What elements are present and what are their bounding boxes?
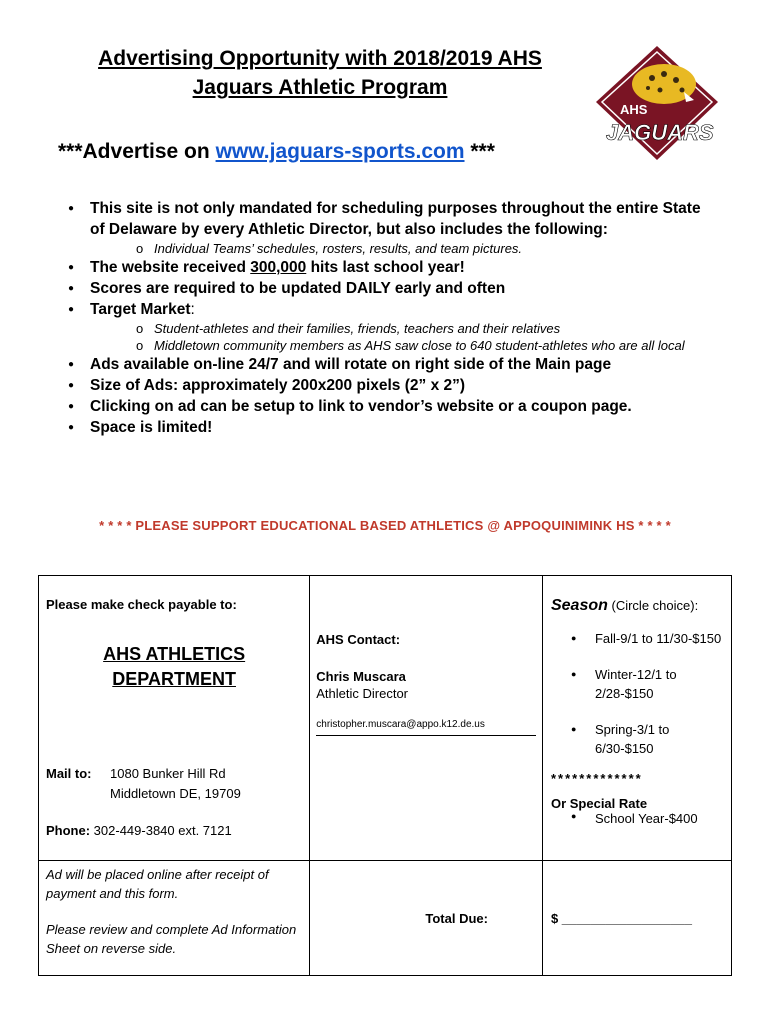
mail-line-1: 1080 Bunker Hill Rd <box>110 766 226 781</box>
stars-divider: ************* <box>550 771 643 786</box>
bullet-ads-available: ● Ads available on-line 24/7 and will rotate on right side of the Main page <box>68 354 718 375</box>
mail-label: Mail to: <box>46 766 92 781</box>
bullet-scores: ● Scores are required to be updated DAILY early and often <box>68 278 718 299</box>
contact-email[interactable]: christopher.muscara@appo.k12.de.us <box>316 719 536 736</box>
support-banner: * * * * PLEASE SUPPORT EDUCATIONAL BASED ATHLETICS @ APPOQUINIMINK HS * * * * <box>99 518 671 533</box>
total-due-label: Total Due: <box>310 861 543 976</box>
sub-bullet-teams: o Individual Teams’ schedules, rosters, results, and team pictures. <box>136 240 718 257</box>
sub-list-1 <box>90 240 718 257</box>
payee-cell <box>39 576 310 861</box>
notes-cell <box>39 861 310 976</box>
bullet-hits <box>68 257 718 278</box>
department-name <box>39 642 309 692</box>
season-options <box>543 629 731 758</box>
title-line-1: Advertising Opportunity with 2018/2019 AHS <box>98 47 542 70</box>
bullet-hits-pre: The website received <box>90 259 251 276</box>
contact-cell <box>310 576 543 861</box>
phone-line <box>46 823 309 838</box>
bullet-target-market <box>68 299 718 354</box>
bullet-hits-number: 300,000 <box>250 259 307 276</box>
target-market-colon: : <box>190 301 195 318</box>
advertise-line <box>58 138 495 166</box>
mail-line-2: Middletown DE, 19709 <box>110 786 241 801</box>
phone-value: 302-449-3840 ext. 7121 <box>90 823 232 838</box>
info-bullet-list <box>68 198 718 438</box>
total-due-field[interactable]: $ __________________ <box>542 861 731 976</box>
notes <box>46 865 303 958</box>
season-header <box>551 597 731 615</box>
logo-jaguars-text: JAGUARS <box>606 120 714 145</box>
bullet-space-limited: ● Space is limited! <box>68 417 718 438</box>
season-spring[interactable]: ● Spring-3/1 to 6/30-$150 <box>595 720 731 758</box>
target-market-label: Target Market <box>90 301 191 318</box>
bullet-mandated <box>68 198 718 257</box>
check-payable-label: Please make check payable to: <box>46 597 237 612</box>
bullet-ad-link: ● Clicking on ad can be setup to link to vendor’s website or a coupon page. <box>68 396 718 417</box>
website-link[interactable]: www.jaguars-sports.com <box>215 140 465 163</box>
sub-bullet-families: o Student-athletes and their families, friends, teachers and their relatives <box>136 320 718 337</box>
special-rate-label: Or Special Rate <box>550 796 648 811</box>
season-hint: (Circle choice): <box>607 598 699 613</box>
department-line-2: DEPARTMENT <box>112 669 236 689</box>
season-cell <box>542 576 731 861</box>
special-rate-school-year[interactable]: ● School Year-$400 <box>543 811 731 826</box>
jaguars-logo <box>592 44 722 162</box>
season-winter[interactable]: ● Winter-12/1 to 2/28-$150 <box>595 665 731 703</box>
contact-title: AHS Contact: <box>316 632 401 647</box>
sub-list-2 <box>90 320 718 354</box>
order-form-table <box>38 575 732 976</box>
placed-note: Ad will be placed online after receipt of payment and this form. <box>46 867 269 901</box>
advertise-prefix: ***Advertise on <box>58 140 216 163</box>
season-label: Season <box>550 597 608 614</box>
logo-ahs-text: AHS <box>620 102 648 117</box>
bullet-hits-post: hits last school year! <box>306 259 465 276</box>
page-title <box>40 44 600 102</box>
advertise-suffix: *** <box>464 140 495 163</box>
department-line-1: AHS ATHLETICS <box>103 644 246 664</box>
sub-bullet-community: o Middletown community members as AHS saw close to 640 student-athletes who are all local <box>136 337 718 354</box>
mail-address <box>46 764 309 804</box>
season-fall[interactable]: ● Fall-9/1 to 11/30-$150 <box>595 629 731 648</box>
contact-role: Athletic Director <box>316 686 409 701</box>
title-line-2: Jaguars Athletic Program <box>192 76 448 99</box>
phone-label: Phone: <box>46 823 91 838</box>
bullet-mandated-text: This site is not only mandated for scheduling purposes throughout the entire State of Delaware by every Athletic Director, but also includes the following: <box>90 200 701 238</box>
contact-name: Chris Muscara <box>316 669 406 684</box>
review-note: Please review and complete Ad Information Sheet on reverse side. <box>46 922 297 956</box>
bullet-ad-size: ● Size of Ads: approximately 200x200 pixels (2” x 2”) <box>68 375 718 396</box>
